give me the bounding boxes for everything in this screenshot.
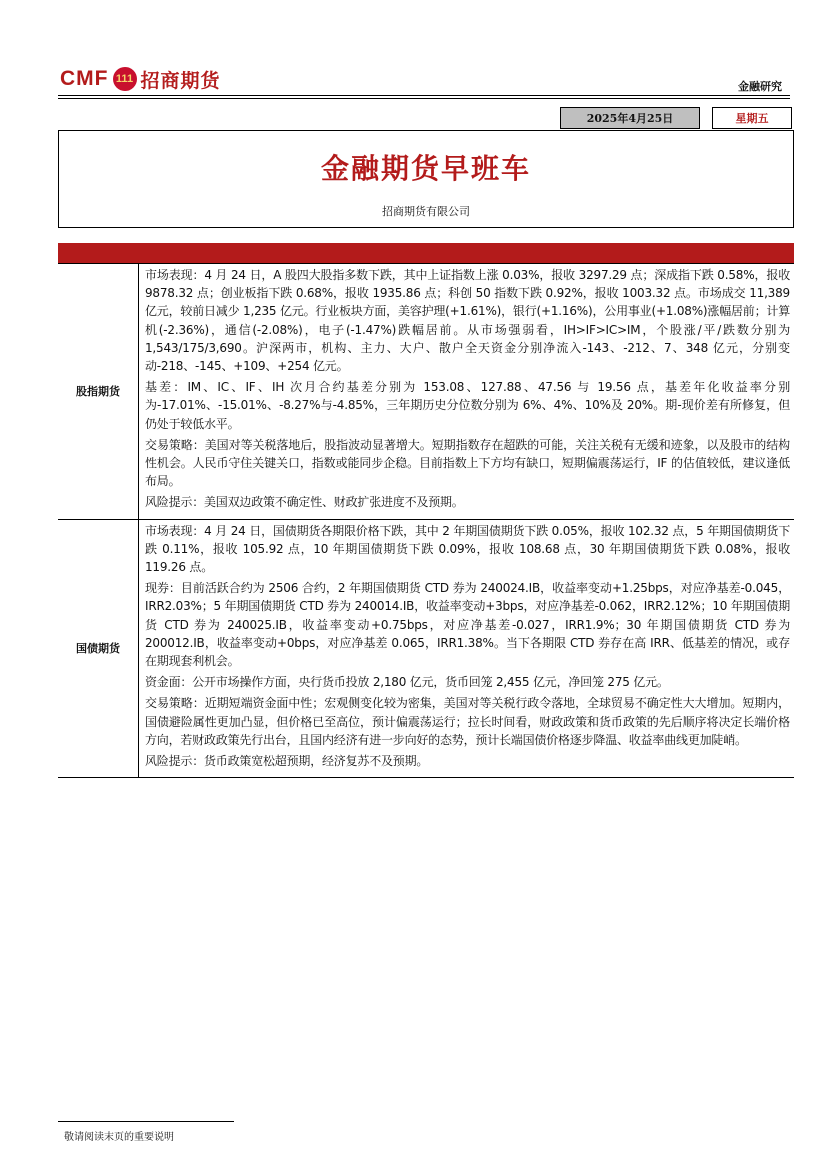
logo-badge-icon: 111: [113, 67, 137, 91]
strategy-paragraph: 交易策略：近期短端资金面中性；宏观侧变化较为密集，美国对等关税行政令落地，全球贸易不确定性大大增加。短期内，国债避险属性更加凸显，但价格已至高位，预计偏震荡运行；拉长时间看，财政政策和货币政策的先后顺序将决定长端价格方向，若财政政策先行出台，且国内经济有进一步向好的态势，预计长端国债价格逐步降温、收益率曲线更加陡峭。: [145, 696, 790, 747]
strategy-paragraph: 交易策略：美国对等关税落地后，股指波动显著增大。短期指数存在超跌的可能，关注关税有无缓和迹象，以及股市的结构性机会。人民币守住关键关口，指数或能同步企稳。目前指数上下方均有缺口，短期偏震荡运行，IF 的估值较低，建议逢低布局。: [145, 437, 790, 489]
title-box: [58, 130, 794, 228]
logo-text-en: CMF: [60, 67, 109, 90]
department-label: 金融研究: [738, 80, 782, 93]
section-content: [138, 520, 794, 778]
header-rule-thin: [58, 98, 790, 99]
section-category: 国债期货: [76, 642, 120, 656]
risk-paragraph: 风险提示：美国双边政策不确定性、财政扩张进度不及预期。: [145, 495, 464, 510]
footnote: 敬请阅读末页的重要说明: [64, 1132, 174, 1143]
cash-bond-paragraph: 现券：目前活跃合约为 2506 合约，2 年期国债期货 CTD 券为 240024.IB，收益率变动+1.25bps，对应净基差-0.045，IRR2.03%；5 年期国债期货 CTD 券为 240014.IB，收益率变动+3bps，对应净基差-0.062，IRR2.12%；10 年期国债期货 CTD 券为 240025.IB，收益率变动+0.75bps，对应净基差-0.027，IRR1.9%；30 年期国债期货 CTD 券为 200012.IB，收益率变动+0bps，对应净基差 0.065，IRR1.38%。当下各期限 CTD 券存在高 IRR、低基差的情况，或存在期现套利机会。: [145, 581, 790, 669]
section-divider-bar: [58, 243, 794, 263]
liquidity-paragraph: 资金面：公开市场操作方面，央行货币投放 2,180 亿元，货币回笼 2,455 亿元，净回笼 275 亿元。: [145, 675, 669, 690]
report-date: 2025年4月25日: [560, 107, 700, 129]
risk-paragraph: 风险提示：货币政策宽松超预期，经济复苏不及预期。: [145, 754, 429, 769]
date-row: [560, 107, 792, 129]
market-performance-paragraph: 市场表现：4 月 24 日，国债期货各期限价格下跌，其中 2 年期国债期货下跌 0.05%，报收 102.32 点，5 年期国债期货下跌 0.11%，报收 105.92 点，10 年期国债期货下跌 0.09%，报收 108.68 点，30 年期国债期货下跌 0.08%，报收 119.26 点。: [145, 523, 790, 575]
company-name: 招商期货有限公司: [382, 205, 470, 218]
logo-text-cn: 招商期货: [140, 69, 221, 92]
basis-paragraph: 基差：IM、IC、IF、IH 次月合约基差分别为 153.08、127.88、47.56 与 19.56 点，基差年化收益率分别为-17.01%、-15.01%、-8.27%与-4.85%，三年期历史分位数分别为 6%、4%、10%及 20%。期-现价差有所修复，但仍处于较低水平。: [145, 380, 790, 431]
section-row-bond-futures: [58, 520, 794, 779]
market-performance-paragraph: 市场表现：4 月 24 日，A 股四大股指多数下跌，其中上证指数上涨 0.03%，报收 3297.29 点；深成指下跌 0.58%，报收 9878.32 点；创业板指下跌 0.68%，报收 1935.86 点；科创 50 指数下跌 0.92%，报收 1003.32 点。市场成交 11,389 亿元，较前日减少 1,235 亿元。行业板块方面，美容护理(+1.61%)，银行(+1.16%)，公用事业(+1.08%)涨幅居前；计算机(-2.36%)，通信(-2.08%)，电子(-1.47%)跌幅居前。从市场强弱看，IH>IF>IC>IM，个股涨/平/跌数分别为 1,543/175/3,690。沪深两市，机构、主力、大户、散户全天资金分别净流入-143、-212、7、348 亿元，分别变动-218、-145、+109、+254 亿元。: [145, 268, 791, 374]
footnote-rule: [58, 1121, 234, 1122]
page-title: 金融期货早班车: [320, 152, 531, 185]
section-content: [138, 264, 794, 519]
section-category: 股指期货: [76, 385, 120, 399]
company-logo: [60, 62, 221, 96]
section-row-stock-index: [58, 263, 794, 520]
content-table: [58, 263, 794, 778]
report-weekday: 星期五: [712, 107, 792, 129]
header-rule: [58, 95, 790, 96]
